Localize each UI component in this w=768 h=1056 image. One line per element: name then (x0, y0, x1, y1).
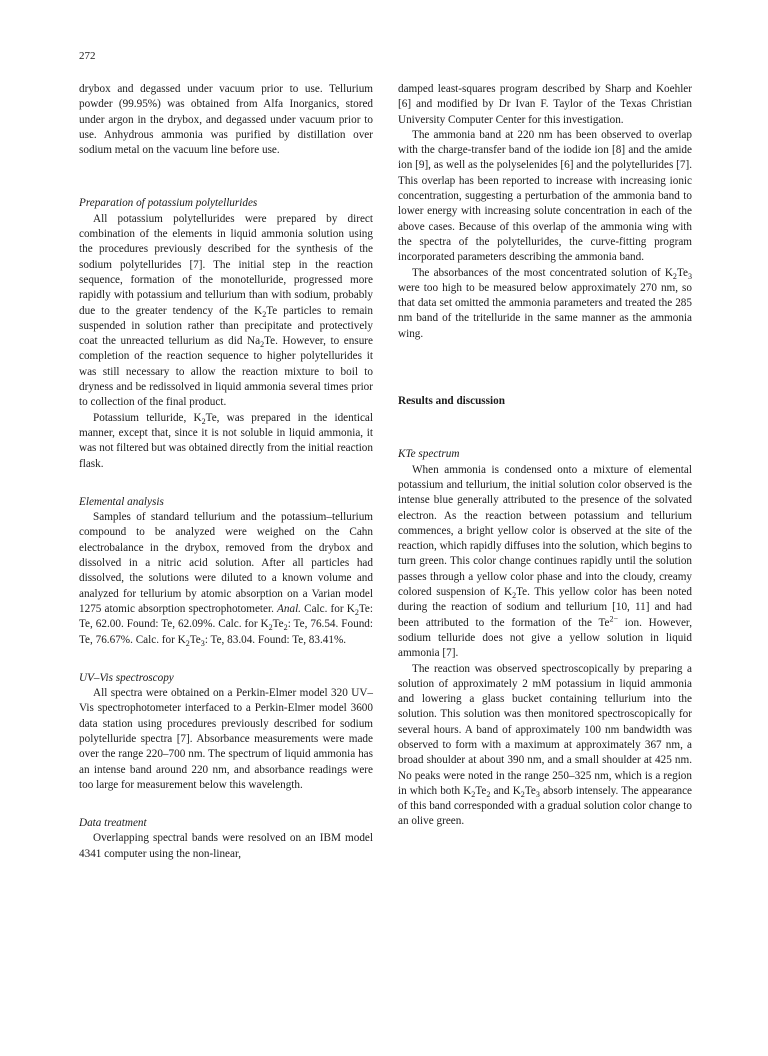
paragraph-ammonia-band: The ammonia band at 220 nm has been observed to overlap with the charge-transfer band of the iodide ion [8] and the amide ion [9], as well as the polyselenides [6] and the polytellurides [7]. This overlap has been reported to increase with increasing ionic concentration, suggesting a perturbation of the ammonia band to lower energy with increasing solute concentration in each of the above cases. Because of this overlap of the ammonia wing with the spectra of the polytellurides, the curve-fitting program incorporated parameters describing the ammonia band. (398, 128, 692, 264)
heading-kte-spectrum: KTe spectrum (398, 448, 460, 461)
heading-uv-vis: UV–Vis spectroscopy (79, 671, 174, 684)
right-column (398, 82, 692, 830)
paragraph-continued: damped least-squares program described by Sharp and Koehler [6] and modified by Dr Ivan F. Taylor of the Texas Christian University Computer Center for this investigation. (398, 83, 692, 126)
paragraph-kte-spectrum: When ammonia is condensed onto a mixture of elemental potassium and tellurium, the initial solution color observed is the intense blue generally attributed to the presence of the solvated electron. As the reaction between potassium and tellurium commences, a bright yellow color is observed at the site of the reaction, which rapidly diffuses into the solution, which begins to turn green. This color change continues rapidly until the solution passes through a yellow color phase and into the cloudy, creamy colored suspension of $K_2Te$. This yellow color has been noted during the reaction of sodium and tellurium [10, 11] and had been attributed to the formation of the $Te^{2-}$ ion. However, sodium telluride does not give a yellow solution in liquid ammonia [7]. (398, 463, 692, 660)
paragraph-reaction-observed: The reaction was observed spectroscopically by preparing a solution of approximately 2 mM potassium in liquid ammonia and lowering a glass bucket containing tellurium into the solution. This solution was then monitored spectroscopically for several hours. A band of approximately 100 nm bandwidth was observed to form with a maximum at approximately 367 nm, a broad shoulder at about 390 nm, and a small shoulder at 425 nm. No peaks were noted in the range 250–325 nm, which is a region in which both $K_2Te_2$ and $K_2Te_3$ absorb intensely. The appearance of this band corresponded with a gradual solution color change to an olive green. (398, 662, 692, 828)
left-column (79, 82, 373, 862)
paragraph-preparation-1: All potassium polytellurides were prepared by direct combination of the elements in liquid ammonia solution using the procedures previously described for the synthesis of the sodium polytellurides [7]. The initial step in the reaction sequence, formation of the monotelluride, progressed more rapidly with potassium and tellurium than with sodium, probably due to the greater tendency of the $K_2Te$ particles to remain suspended in solution rather than precipitate and protectively coat the unreacted tellurium as did $Na_2Te$. However, to ensure completion of the reaction sequence to higher polytellurides it was still necessary to allow the reaction mixture to boil to dryness and be redissolved in liquid ammonia several times prior to collection of the final product. (79, 212, 373, 409)
paragraph-intro: drybox and degassed under vacuum prior to use. Tellurium powder (99.95%) was obtained from Alfa Inorganics, stored under argon in the drybox, and degassed under vacuum prior to use. Anhydrous ammonia was purified by distillation over sodium metal on the vacuum line before use. (79, 83, 373, 157)
paragraph-absorbances: The absorbances of the most concentrated solution of $K_2Te_3$ were too high to be measured below approximately 270 nm, so that data set omitted the ammonia parameters and treated the 285 nm band of the tritelluride in the same manner as the ammonia wing. (398, 266, 692, 340)
heading-preparation: Preparation of potassium polytellurides (79, 197, 258, 210)
heading-data-treatment: Data treatment (79, 817, 147, 830)
page-number: 272 (79, 50, 96, 62)
heading-elemental-analysis: Elemental analysis (79, 495, 164, 508)
paragraph-elemental-analysis: Samples of standard tellurium and the potassium–tellurium compound to be analyzed were weighed on the Cahn electrobalance in the drybox, removed from the drybox and dissolved in a nitric acid solution. After all particles had dissolved, the solutions were diluted to a known volume and analyzed for tellurium by atomic absorption on a Varian model 1275 atomic absorption spectrophotometer. Anal. Calc. for $K_2Te$: Te, 62.00. Found: Te, 62.09%. Calc. for $K_2Te_2$: Te, 76.54. Found: Te, 76.67%. Calc. for $K_2Te_3$: Te, 83.04. Found: Te, 83.41%. (79, 511, 373, 648)
paragraph-uv-vis: All spectra were obtained on a Perkin-Elmer model 320 UV–Vis spectrophotometer interfaced to a Perkin-Elmer model 3600 data station using procedures previously described for sodium polytelluride spectra [7]. Absorbance measurements were made over the range 220–700 nm. The spectrum of liquid ammonia has an intense band around 220 nm, and absorbance readings were too large for measurement below this wavelength. (79, 687, 373, 791)
paragraph-data-treatment: Overlapping spectral bands were resolved on an IBM model 4341 computer using the non-linear, (79, 832, 373, 860)
heading-results-discussion: Results and discussion (398, 395, 505, 408)
paragraph-preparation-2: Potassium telluride, $K_2Te$, was prepared in the identical manner, except that, since it is not soluble in liquid ammonia, it was not filtered but was obtained directly from the initial reaction flask. (79, 411, 373, 470)
